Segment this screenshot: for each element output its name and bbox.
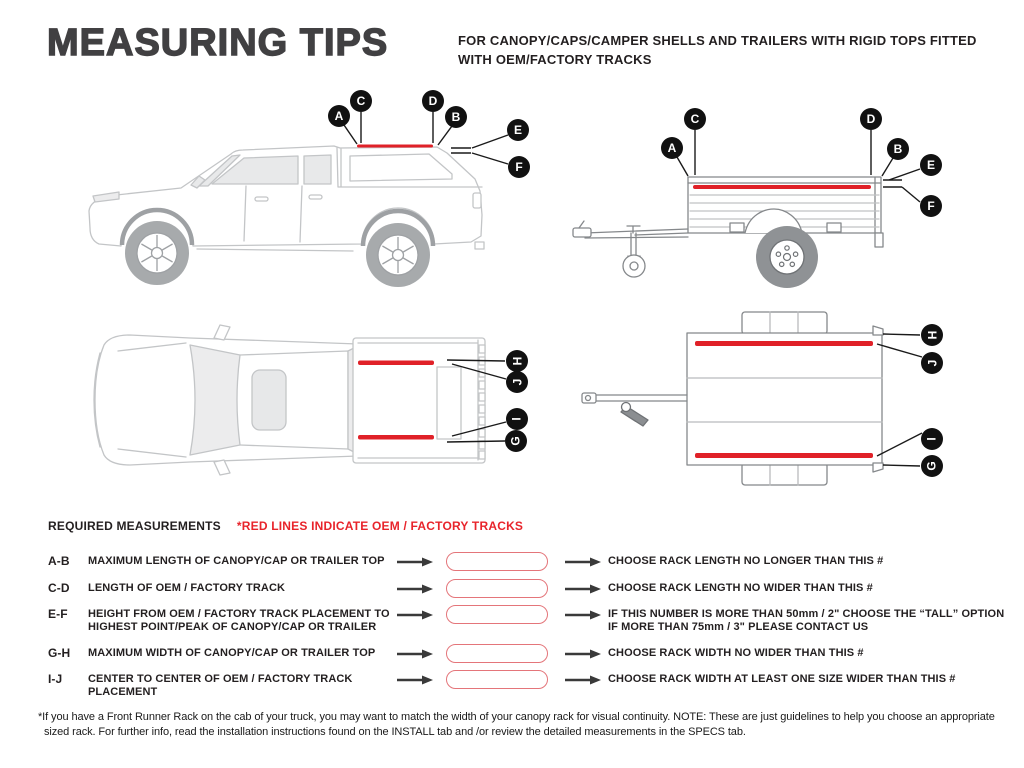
truck-side-view-diagram xyxy=(85,95,545,290)
arrow-right-icon xyxy=(565,675,601,685)
marker-F: F xyxy=(920,195,942,217)
measurement-guidance: CHOOSE RACK LENGTH NO WIDER THAN THIS # xyxy=(608,582,873,594)
measurement-value-box xyxy=(446,579,548,598)
measurement-value-box xyxy=(446,605,548,624)
footnote-line-2: sized rack. For further info, read the installation instructions found on the INSTALL tab and /or review the detailed measurements in the SPECS tab. xyxy=(44,725,746,738)
measurement-guidance: CHOOSE RACK LENGTH NO LONGER THAN THIS # xyxy=(608,555,884,567)
marker-I: I xyxy=(506,408,528,430)
marker-B: B xyxy=(445,106,467,128)
marker-E: E xyxy=(507,119,529,141)
measurement-guidance: CHOOSE RACK WIDTH NO WIDER THAN THIS # xyxy=(608,647,864,659)
section-title: REQUIRED MEASUREMENTS xyxy=(48,519,221,533)
rear-wheel xyxy=(366,223,430,287)
factory-track-red-line xyxy=(693,185,871,189)
marker-G: G xyxy=(505,430,527,452)
measurement-description: CENTER TO CENTER OF OEM / FACTORY TRACK PLACEMENT xyxy=(88,673,353,698)
marker-A: A xyxy=(328,105,350,127)
subtitle-line-1: FOR CANOPY/CAPS/CAMPER SHELLS AND TRAILERS WITH RIGID TOPS FITTED xyxy=(458,33,977,48)
factory-track-red-line-top xyxy=(695,341,873,346)
measurement-value-box xyxy=(446,670,548,689)
marker-C: C xyxy=(684,108,706,130)
factory-track-red-line xyxy=(357,145,433,148)
factory-track-red-line-right xyxy=(358,435,434,440)
marker-C: C xyxy=(350,90,372,112)
measurement-id: A-B xyxy=(48,554,70,568)
marker-J: J xyxy=(921,352,943,374)
marker-J: J xyxy=(506,371,528,393)
marker-F: F xyxy=(508,156,530,178)
marker-H: H xyxy=(506,350,528,372)
subtitle-line-2: WITH OEM/FACTORY TRACKS xyxy=(458,52,652,67)
label-leader-lines xyxy=(877,334,922,466)
truck-top-view-diagram xyxy=(90,315,540,485)
marker-D: D xyxy=(860,108,882,130)
trailer-top-view-diagram xyxy=(580,310,1010,487)
measurement-row-ef xyxy=(48,608,1004,634)
measurement-guidance: CHOOSE RACK WIDTH AT LEAST ONE SIZE WIDER THAN THIS # xyxy=(608,673,956,685)
red-lines-note: *RED LINES INDICATE OEM / FACTORY TRACKS xyxy=(236,519,524,533)
measurement-row-ab xyxy=(48,555,883,571)
marker-G: G xyxy=(921,455,943,477)
factory-track-red-line-left xyxy=(358,361,434,366)
marker-A: A xyxy=(661,137,683,159)
measurement-row-gh xyxy=(48,647,864,663)
measurement-id: I-J xyxy=(48,672,63,686)
measurement-id: G-H xyxy=(48,646,71,660)
arrow-right-icon xyxy=(397,557,433,567)
measurement-row-ij xyxy=(48,673,956,699)
marker-B: B xyxy=(887,138,909,160)
arrow-right-icon xyxy=(565,584,601,594)
marker-D: D xyxy=(422,90,444,112)
measurement-description: HEIGHT FROM OEM / FACTORY TRACK PLACEMENT TO HIGHEST POINT/PEAK OF CANOPY/CAP OR TRAILER xyxy=(88,608,390,633)
arrow-right-icon xyxy=(565,649,601,659)
trailer-side-view-diagram xyxy=(565,100,1005,295)
measurement-description: MAXIMUM LENGTH OF CANOPY/CAP OR TRAILER TOP xyxy=(88,555,385,567)
marker-E: E xyxy=(920,154,942,176)
footnote-line-1: *If you have a Front Runner Rack on the cab of your truck, you may want to match the width of your canopy rack for visual continuity. NOTE: These are just guidelines to help you choose an appropriate xyxy=(38,711,995,723)
measurement-value-box xyxy=(446,552,548,571)
front-wheel xyxy=(125,221,189,285)
trailer-top-illustration xyxy=(580,310,1010,487)
required-measurements-header xyxy=(48,519,523,533)
measurement-description: LENGTH OF OEM / FACTORY TRACK xyxy=(88,582,286,594)
measurement-row-cd xyxy=(48,582,873,598)
arrow-right-icon xyxy=(397,649,433,659)
marker-I: I xyxy=(921,428,943,450)
footnote xyxy=(38,710,1016,739)
truck-side-illustration xyxy=(85,95,545,290)
page-title: MEASURING TIPS xyxy=(47,22,389,64)
arrow-right-icon xyxy=(397,584,433,594)
measurement-description: MAXIMUM WIDTH OF CANOPY/CAP OR TRAILER TOP xyxy=(88,647,376,659)
measurement-id: C-D xyxy=(48,581,70,595)
measurement-value-box xyxy=(446,644,548,663)
truck-top-illustration xyxy=(90,315,540,485)
measurement-guidance: IF THIS NUMBER IS MORE THAN 50mm / 2" CHOOSE THE “TALL” OPTION IF MORE THAN 75mm / 3" PLEASE CONTACT US xyxy=(608,608,1005,633)
factory-track-red-line-bottom xyxy=(695,453,873,458)
page-subtitle xyxy=(458,31,977,69)
arrow-right-icon xyxy=(397,675,433,685)
arrow-right-icon xyxy=(565,557,601,567)
marker-H: H xyxy=(921,324,943,346)
arrow-right-icon xyxy=(397,610,433,620)
arrow-right-icon xyxy=(565,610,601,620)
measurement-id: E-F xyxy=(48,607,68,621)
